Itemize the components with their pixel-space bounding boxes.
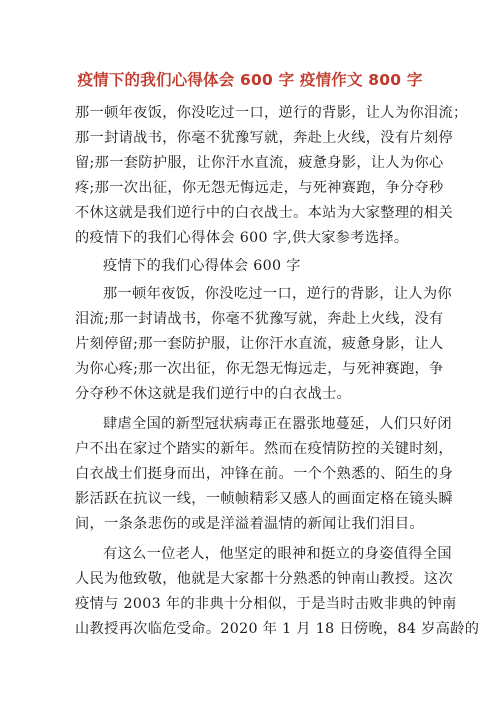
paragraph-line: 有这么一位老人，他坚定的眼神和挺立的身姿值得全国 [103, 546, 452, 562]
paragraph-line: 那一封请战书，你毫不犹豫写就，奔赴上火线，没有片刻停 [75, 130, 453, 146]
paragraph-line: 间，一条条悲伤的或是洋溢着温情的新闻让我们泪目。 [75, 516, 424, 532]
section-heading: 疫情下的我们心得体会 600 字 [103, 258, 301, 274]
paragraph-line: 留;那一套防护服，让你汗水直流，疲惫身影，让人为你心 [75, 155, 444, 171]
paragraph-line: 山教授再次临危受命。2020 年 1 月 18 日傍晚，84 岁高龄的 [75, 621, 480, 637]
paragraph-line: 不休这就是我们逆行中的白衣战士。本站为大家整理的相关 [75, 205, 453, 221]
paragraph-line: 那一顿年夜饭，你没吃过一口，逆行的背影，让人为你 [103, 286, 452, 302]
paragraph-line: 为你心疼;那一次出征，你无怨无悔远走，与死神赛跑，争 [75, 361, 444, 377]
paragraph-line: 影活跃在抗议一线，一帧帧精彩又感人的画面定格在镜头瞬 [75, 491, 453, 507]
paragraph-line: 白衣战士们挺身而出，冲锋在前。一个个熟悉的、陌生的身 [75, 466, 453, 482]
paragraph-line: 疫情与 2003 年的非典十分相似，于是当时击败非典的钟南 [75, 596, 457, 612]
document-title: 疫情下的我们心得体会 600 字 疫情作文 800 字 [77, 71, 423, 89]
paragraph-line: 泪流;那一封请战书，你毫不犹豫写就，奔赴上火线，没有 [75, 311, 444, 327]
paragraph-line: 那一顿年夜饭，你没吃过一口，逆行的背影，让人为你泪流； [75, 105, 468, 121]
paragraph-line: 疼;那一次出征，你无怨无悔远走，与死神赛跑，争分夺秒 [75, 180, 444, 196]
paragraph-line: 片刻停留;那一套防护服，让你汗水直流，疲惫身影，让人 [75, 336, 444, 352]
paragraph-line: 肆虐全国的新型冠状病毒正在嚣张地蔓延，人们只好闭 [103, 416, 452, 432]
paragraph-line: 户不出在家过个踏实的新年。然而在疫情防控的关键时刻， [75, 441, 453, 457]
paragraph-line: 的疫情下的我们心得体会 600 字,供大家参考选择。 [75, 230, 409, 246]
paragraph-line: 人民为他致敬，他就是大家都十分熟悉的钟南山教授。这次 [75, 571, 453, 587]
paragraph-line: 分夺秒不休这就是我们逆行中的白衣战士。 [75, 386, 352, 402]
